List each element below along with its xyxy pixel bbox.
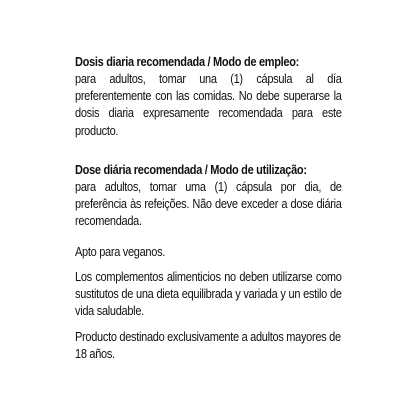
portuguese-dosage-text: para adultos, tomar uma (1) cápsula por dia, de preferência às refeições. Não deve exceder a dose diária recomendada. [75,179,342,229]
adults-only-warning-text: Producto destinado exclusivamente a adultos mayores de 18 años. [75,329,341,362]
vegan-suitability-text: Apto para veganos. [75,244,166,259]
portuguese-dosage-heading: Dose diária recomendada / Modo de utilização: [75,162,307,177]
spanish-dosage-text: para adultos, tomar una (1) cápsula al día preferentemente con las comidas. No debe superarse la dosis diaria expresamente recomendada para este producto. [75,71,342,138]
supplements-warning-text: Los complementos alimenticios no deben utilizarse como sustitutos de una dieta equilibrada y variada y un estilo de vida saludable. [75,269,342,319]
spanish-dosage-heading: Dosis diaria recomendada / Modo de empleo: [75,54,300,69]
